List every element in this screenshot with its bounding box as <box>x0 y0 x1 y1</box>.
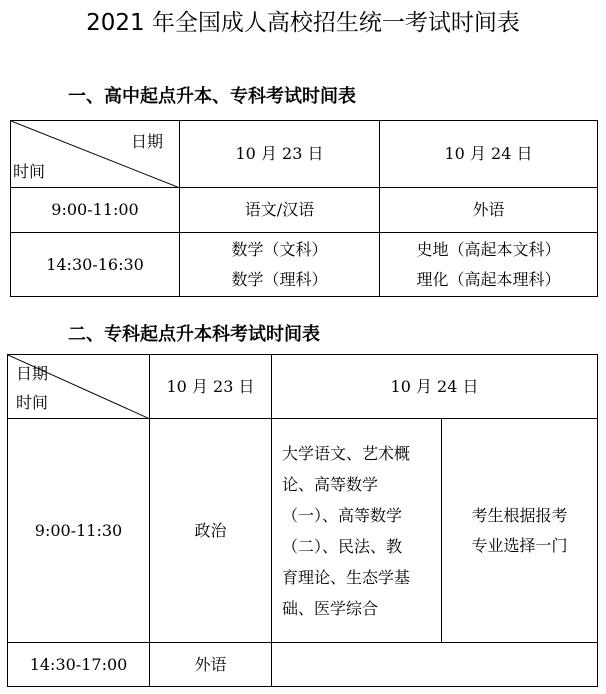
time-cell: 14:30-16:30 <box>11 233 180 297</box>
note-line: 考生根据报考 <box>471 505 568 525</box>
corner-date-label: 日期 <box>16 364 49 383</box>
note-line: 专业选择一门 <box>471 535 568 555</box>
time-cell: 9:00-11:00 <box>11 188 180 233</box>
subject-line: 理化（高起本理科） <box>416 269 561 289</box>
subject-cell: 外语 <box>150 643 272 687</box>
subject-line: 论、高等数学 <box>282 474 379 494</box>
section2-heading: 二、专科起点升本科考试时间表 <box>68 324 320 345</box>
subject-line: （二）、民法、教 <box>282 536 403 556</box>
date-header-2: 10 月 24 日 <box>272 355 598 419</box>
empty-cell <box>272 643 598 687</box>
note-cell <box>442 419 598 643</box>
page-title: 2021 年全国成人高校招生统一考试时间表 <box>86 10 520 36</box>
schedule-table-1 <box>10 120 598 297</box>
corner-header-cell <box>11 121 180 188</box>
corner-header-cell <box>8 355 150 419</box>
schedule-table-2 <box>7 354 598 687</box>
date-header-1: 10 月 23 日 <box>150 355 272 419</box>
subject-line: 数学（理科） <box>231 269 328 289</box>
subject-line: 数学（文科） <box>231 239 328 259</box>
subject-line: 史地（高起本文科） <box>416 239 561 259</box>
subject-line: （一）、高等数学 <box>282 505 403 525</box>
date-header-2: 10 月 24 日 <box>380 121 598 188</box>
corner-date-label: 日期 <box>130 132 163 151</box>
subject-cell: 外语 <box>380 188 598 233</box>
subject-cell <box>380 233 598 297</box>
subject-line: 大学语文、艺术概 <box>282 443 411 463</box>
subject-cell <box>180 233 380 297</box>
subject-line: 础、医学综合 <box>282 598 379 618</box>
subject-line: 育理论、生态学基 <box>282 567 411 587</box>
corner-time-label: 时间 <box>16 393 49 412</box>
subject-cell: 语文/汉语 <box>180 188 380 233</box>
date-header-1: 10 月 23 日 <box>180 121 380 188</box>
time-cell: 14:30-17:00 <box>8 643 150 687</box>
section1-heading: 一、高中起点升本、专科考试时间表 <box>68 86 356 107</box>
corner-time-label: 时间 <box>13 162 46 181</box>
subject-cell: 政治 <box>150 419 272 643</box>
subject-list-cell <box>272 419 442 643</box>
time-cell: 9:00-11:30 <box>8 419 150 643</box>
